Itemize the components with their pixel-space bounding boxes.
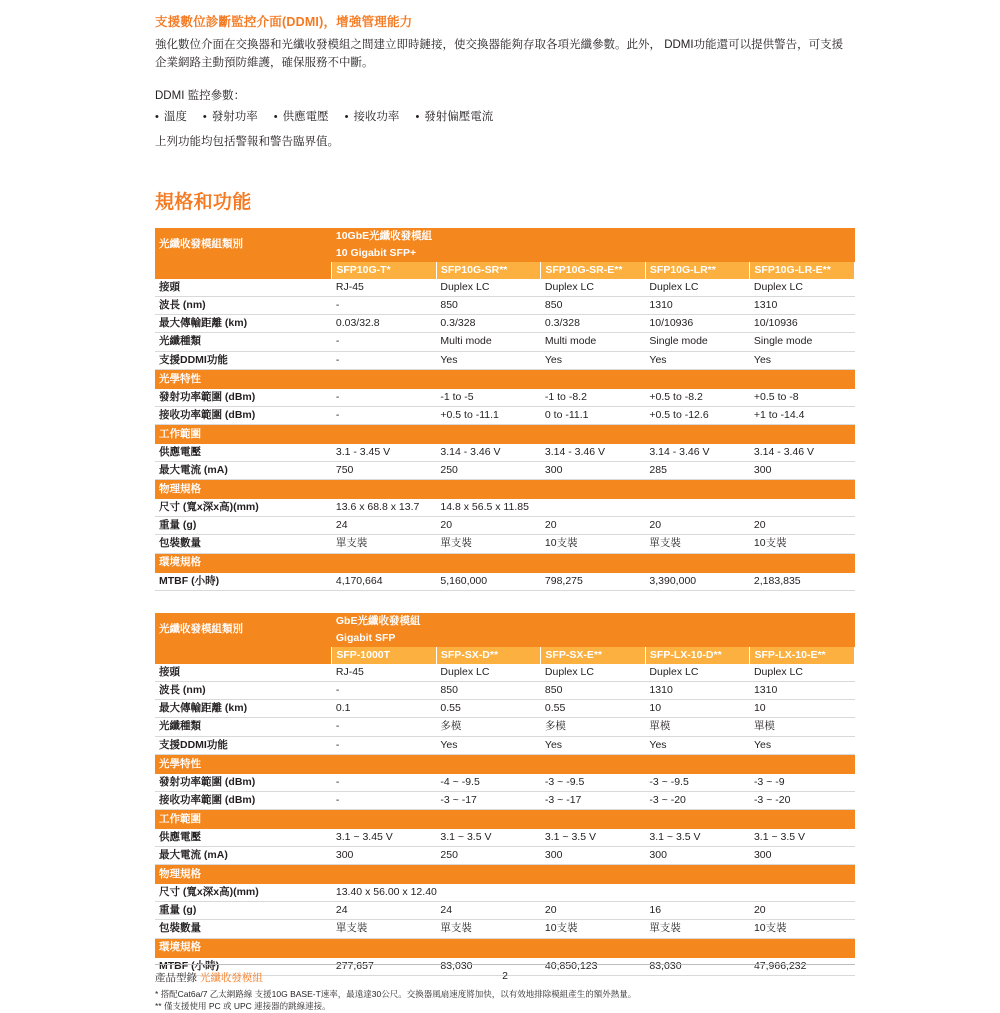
table-row	[155, 884, 855, 902]
table-row	[155, 774, 855, 792]
cell: -3 ~ -20	[645, 791, 750, 809]
cell: 單模	[645, 718, 750, 736]
cell: 83,030	[436, 958, 541, 976]
cell: -3 ~ -17	[541, 791, 646, 809]
table-column-header: SFP-LX-10-E**	[750, 647, 855, 664]
cell: Yes	[645, 736, 750, 754]
cell: Duplex LC	[750, 279, 855, 297]
row-label: 最大電流 (mA)	[155, 462, 332, 480]
table-row	[155, 389, 855, 407]
cell: 多模	[541, 718, 646, 736]
cell: 24	[332, 517, 437, 535]
row-label: 尺寸 (寬x深x高)(mm)	[155, 499, 332, 517]
table-row	[155, 700, 855, 718]
table-section-band	[155, 553, 855, 573]
cell: +0.5 to -11.1	[436, 406, 541, 424]
cell: 20	[541, 902, 646, 920]
row-label: 最大傳輸距離 (km)	[155, 315, 332, 333]
table-group-subtitle: Gigabit SFP	[332, 630, 855, 647]
table-label-header: 光纖收發模組類別	[155, 613, 332, 647]
cell: 10支裝	[541, 535, 646, 553]
table-section-band	[155, 424, 855, 444]
cell: 多模	[436, 718, 541, 736]
list-item: • 溫度	[155, 108, 187, 124]
band-label: 環境規格	[155, 938, 855, 958]
table-section-band	[155, 369, 855, 389]
band-label: 環境規格	[155, 553, 855, 573]
cell: Duplex LC	[645, 279, 750, 297]
cell: -	[332, 718, 437, 736]
cell: Yes	[750, 351, 855, 369]
table-row	[155, 462, 855, 480]
cell: Single mode	[645, 333, 750, 351]
table-row	[155, 664, 855, 682]
cell: 13.6 x 68.8 x 13.7	[332, 499, 437, 517]
cell: 300	[750, 847, 855, 865]
cell: 3.14 - 3.46 V	[436, 444, 541, 462]
cell: 10	[750, 700, 855, 718]
cell: 0.3/328	[436, 315, 541, 333]
cell: +0.5 to -8.2	[645, 389, 750, 407]
table-column-header: SFP10G-LR**	[645, 262, 750, 279]
table-column-header: SFP-SX-D**	[436, 647, 541, 664]
table-section-band	[155, 809, 855, 829]
intro-paragraph: 強化數位介面在交換器和光纖收發模組之間建立即時鏈接，使交換器能夠存取各項光纖參數。此外， DDMI功能還可以提供警告，可支援企業網路主動預防維護，確保服務不中斷。	[155, 39, 844, 69]
cell: 850	[436, 297, 541, 315]
table-row	[155, 499, 855, 517]
cell: 3.1 ~ 3.5 V	[541, 829, 646, 847]
table-column-header: SFP10G-SR-E**	[541, 262, 646, 279]
cell: 10	[645, 700, 750, 718]
table-row	[155, 279, 855, 297]
table-row	[155, 902, 855, 920]
list-item: • 接收功率	[345, 108, 400, 124]
table-spacer	[155, 591, 855, 613]
cell: 47,966,232	[750, 958, 855, 976]
row-label: 波長 (nm)	[155, 297, 332, 315]
cell: 0 to -11.1	[541, 406, 646, 424]
row-label: 供應電壓	[155, 444, 332, 462]
cell: -	[332, 736, 437, 754]
cell: Yes	[541, 351, 646, 369]
row-label: 支援DDMI功能	[155, 351, 332, 369]
cell: 24	[332, 902, 437, 920]
cell: -1 to -8.2	[541, 389, 646, 407]
table-row	[155, 444, 855, 462]
row-label: 重量 (g)	[155, 902, 332, 920]
row-label: 包裝數量	[155, 535, 332, 553]
footer-catalog-label: 產品型錄	[155, 972, 197, 984]
cell: 10支裝	[750, 535, 855, 553]
table-row	[155, 351, 855, 369]
cell: Duplex LC	[541, 664, 646, 682]
cell: 14.8 x 56.5 x 11.85	[436, 499, 854, 517]
band-label: 光學特性	[155, 369, 855, 389]
row-label: 發射功率範圍 (dBm)	[155, 389, 332, 407]
row-label: 發射功率範圍 (dBm)	[155, 774, 332, 792]
cell: -	[332, 297, 437, 315]
footnote-2: ** 僅支援使用 PC 或 UPC 連接器的跳線連接。	[155, 1001, 331, 1012]
cell: Yes	[436, 351, 541, 369]
cell: 單模	[750, 718, 855, 736]
cell: RJ-45	[332, 279, 437, 297]
row-label: 供應電壓	[155, 829, 332, 847]
cell: 798,275	[541, 573, 646, 591]
intro-title: 支援數位診斷監控介面(DDMI)，增強管理能力	[155, 15, 413, 29]
cell: 3.1 ~ 3.5 V	[750, 829, 855, 847]
ddmi-parameters-heading: DDMI 監控參數：	[155, 89, 246, 102]
cell: 300	[750, 462, 855, 480]
cell: 單支裝	[332, 920, 437, 938]
table-column-header: SFP-SX-E**	[541, 647, 646, 664]
table-row	[155, 573, 855, 591]
band-label: 工作範圍	[155, 424, 855, 444]
footer-label	[155, 970, 263, 985]
table-row	[155, 517, 855, 535]
cell: 3,390,000	[645, 573, 750, 591]
cell: 20	[645, 517, 750, 535]
cell: 250	[436, 462, 541, 480]
cell: 850	[541, 297, 646, 315]
cell: Duplex LC	[750, 664, 855, 682]
table-row	[155, 228, 855, 245]
band-label: 物理規格	[155, 865, 855, 885]
cell: 285	[645, 462, 750, 480]
table-row	[155, 791, 855, 809]
row-label: 最大電流 (mA)	[155, 847, 332, 865]
cell: +0.5 to -8	[750, 389, 855, 407]
cell: 850	[436, 682, 541, 700]
row-label: 接收功率範圍 (dBm)	[155, 406, 332, 424]
cell: 83,030	[645, 958, 750, 976]
cell: -3 ~ -9.5	[645, 774, 750, 792]
table-section-band	[155, 480, 855, 500]
table-section-band	[155, 865, 855, 885]
page-content	[155, 12, 855, 1013]
band-label: 物理規格	[155, 480, 855, 500]
row-label: 波長 (nm)	[155, 682, 332, 700]
table-column-header: SFP-1000T	[332, 647, 437, 664]
cell: 3.14 - 3.46 V	[750, 444, 855, 462]
cell: 13.40 x 56.00 x 12.40	[332, 884, 855, 902]
table-row	[155, 535, 855, 553]
cell: 1310	[750, 297, 855, 315]
cell: +1 to -14.4	[750, 406, 855, 424]
row-label: 光纖種類	[155, 333, 332, 351]
table-row	[155, 682, 855, 700]
cell: 5,160,000	[436, 573, 541, 591]
cell: 4,170,664	[332, 573, 437, 591]
cell: 3.1 ~ 3.45 V	[332, 829, 437, 847]
cell: 0.03/32.8	[332, 315, 437, 333]
cell: -1 to -5	[436, 389, 541, 407]
cell: 0.3/328	[541, 315, 646, 333]
row-label: 尺寸 (寬x深x高)(mm)	[155, 884, 332, 902]
cell: Multi mode	[541, 333, 646, 351]
cell: 3.14 - 3.46 V	[645, 444, 750, 462]
cell: -3 ~ -17	[436, 791, 541, 809]
cell: -	[332, 682, 437, 700]
table-row	[155, 297, 855, 315]
cell: 10/10936	[645, 315, 750, 333]
cell: Duplex LC	[436, 664, 541, 682]
cell: Duplex LC	[436, 279, 541, 297]
cell: 850	[541, 682, 646, 700]
cell: 300	[645, 847, 750, 865]
row-label: 接頭	[155, 664, 332, 682]
ddmi-parameter-list	[155, 108, 855, 124]
cell: Yes	[541, 736, 646, 754]
cell: Multi mode	[436, 333, 541, 351]
row-label: 最大傳輸距離 (km)	[155, 700, 332, 718]
cell: -	[332, 333, 437, 351]
cell: 16	[645, 902, 750, 920]
cell: 10支裝	[750, 920, 855, 938]
table-section-band	[155, 938, 855, 958]
cell: 2,183,835	[750, 573, 855, 591]
cell: -	[332, 351, 437, 369]
cell: -	[332, 406, 437, 424]
intro-footnote: 上列功能均包括警報和警告臨界值。	[155, 135, 339, 148]
cell: Duplex LC	[541, 279, 646, 297]
table-row	[155, 647, 855, 664]
section-title: 規格和功能	[155, 191, 252, 213]
cell: 3.1 - 3.45 V	[332, 444, 437, 462]
band-label: 光學特性	[155, 754, 855, 774]
cell: 250	[436, 847, 541, 865]
row-label: 包裝數量	[155, 920, 332, 938]
table-group-subtitle: 10 Gigabit SFP+	[332, 245, 855, 262]
table-row	[155, 920, 855, 938]
cell: 3.14 - 3.46 V	[541, 444, 646, 462]
table-column-header: SFP10G-LR-E**	[750, 262, 855, 279]
cell: 20	[436, 517, 541, 535]
table-row	[155, 262, 855, 279]
cell: 40,850,123	[541, 958, 646, 976]
table-row	[155, 406, 855, 424]
row-label: 支援DDMI功能	[155, 736, 332, 754]
cell: 3.1 ~ 3.5 V	[436, 829, 541, 847]
table-row	[155, 718, 855, 736]
band-label: 工作範圍	[155, 809, 855, 829]
cell: -4 ~ -9.5	[436, 774, 541, 792]
cell: -3 ~ -9.5	[541, 774, 646, 792]
table-model-header-blank	[155, 647, 332, 664]
table-row	[155, 847, 855, 865]
table-row	[155, 613, 855, 630]
cell: 20	[750, 517, 855, 535]
footnotes	[155, 988, 855, 1013]
footer-product-label: 光纖收發模組	[199, 972, 263, 984]
row-label: MTBF (小時)	[155, 958, 332, 976]
table-row	[155, 315, 855, 333]
cell: 20	[541, 517, 646, 535]
cell: 單支裝	[332, 535, 437, 553]
cell: Yes	[645, 351, 750, 369]
row-label: 接頭	[155, 279, 332, 297]
table-group-title: GbE光纖收發模組	[332, 613, 855, 630]
table-row	[155, 736, 855, 754]
cell: -	[332, 774, 437, 792]
row-label: 重量 (g)	[155, 517, 332, 535]
cell: -3 ~ -20	[750, 791, 855, 809]
footnote-1: * 搭配Cat6a/7 乙太網路線 支援10G BASE-T速率，最遠達30公尺。交換器風扇速度將加快，以有效地排除模組產生的額外熱量。	[155, 988, 637, 999]
spec-table-10gbe	[155, 228, 855, 591]
cell: +0.5 to -12.6	[645, 406, 750, 424]
table-group-title: 10GbE光纖收發模組	[332, 228, 855, 245]
list-item: • 發射偏壓電流	[415, 108, 493, 124]
page-number: 2	[502, 970, 508, 982]
cell: 1310	[645, 682, 750, 700]
cell: 20	[750, 902, 855, 920]
cell: 24	[436, 902, 541, 920]
cell: -3 ~ -9	[750, 774, 855, 792]
table-row	[155, 333, 855, 351]
table-label-header: 光纖收發模組類別	[155, 228, 332, 262]
cell: 單支裝	[645, 535, 750, 553]
cell: 1310	[750, 682, 855, 700]
cell: 0.55	[436, 700, 541, 718]
cell: 0.55	[541, 700, 646, 718]
cell: 300	[541, 462, 646, 480]
cell: 3.1 ~ 3.5 V	[645, 829, 750, 847]
cell: 單支裝	[436, 535, 541, 553]
table-column-header: SFP10G-SR**	[436, 262, 541, 279]
cell: 300	[332, 847, 437, 865]
table-column-header: SFP-LX-10-D**	[645, 647, 750, 664]
cell: 0.1	[332, 700, 437, 718]
cell: RJ-45	[332, 664, 437, 682]
cell: Single mode	[750, 333, 855, 351]
cell: 10/10936	[750, 315, 855, 333]
cell: 單支裝	[436, 920, 541, 938]
page-footer	[155, 964, 855, 982]
cell: 1310	[645, 297, 750, 315]
row-label: 接收功率範圍 (dBm)	[155, 791, 332, 809]
row-label: MTBF (小時)	[155, 573, 332, 591]
cell: Duplex LC	[645, 664, 750, 682]
table-column-header: SFP10G-T*	[332, 262, 437, 279]
spec-table-gbe	[155, 613, 855, 976]
cell: 300	[541, 847, 646, 865]
table-row	[155, 829, 855, 847]
cell: 750	[332, 462, 437, 480]
cell: -	[332, 791, 437, 809]
table-model-header-blank	[155, 262, 332, 279]
cell: Yes	[436, 736, 541, 754]
table-section-band	[155, 754, 855, 774]
cell: 277,657	[332, 958, 437, 976]
cell: Yes	[750, 736, 855, 754]
cell: 單支裝	[645, 920, 750, 938]
cell: -	[332, 389, 437, 407]
cell: 10支裝	[541, 920, 646, 938]
row-label: 光纖種類	[155, 718, 332, 736]
list-item: • 發射功率	[203, 108, 258, 124]
list-item: • 供應電壓	[274, 108, 329, 124]
